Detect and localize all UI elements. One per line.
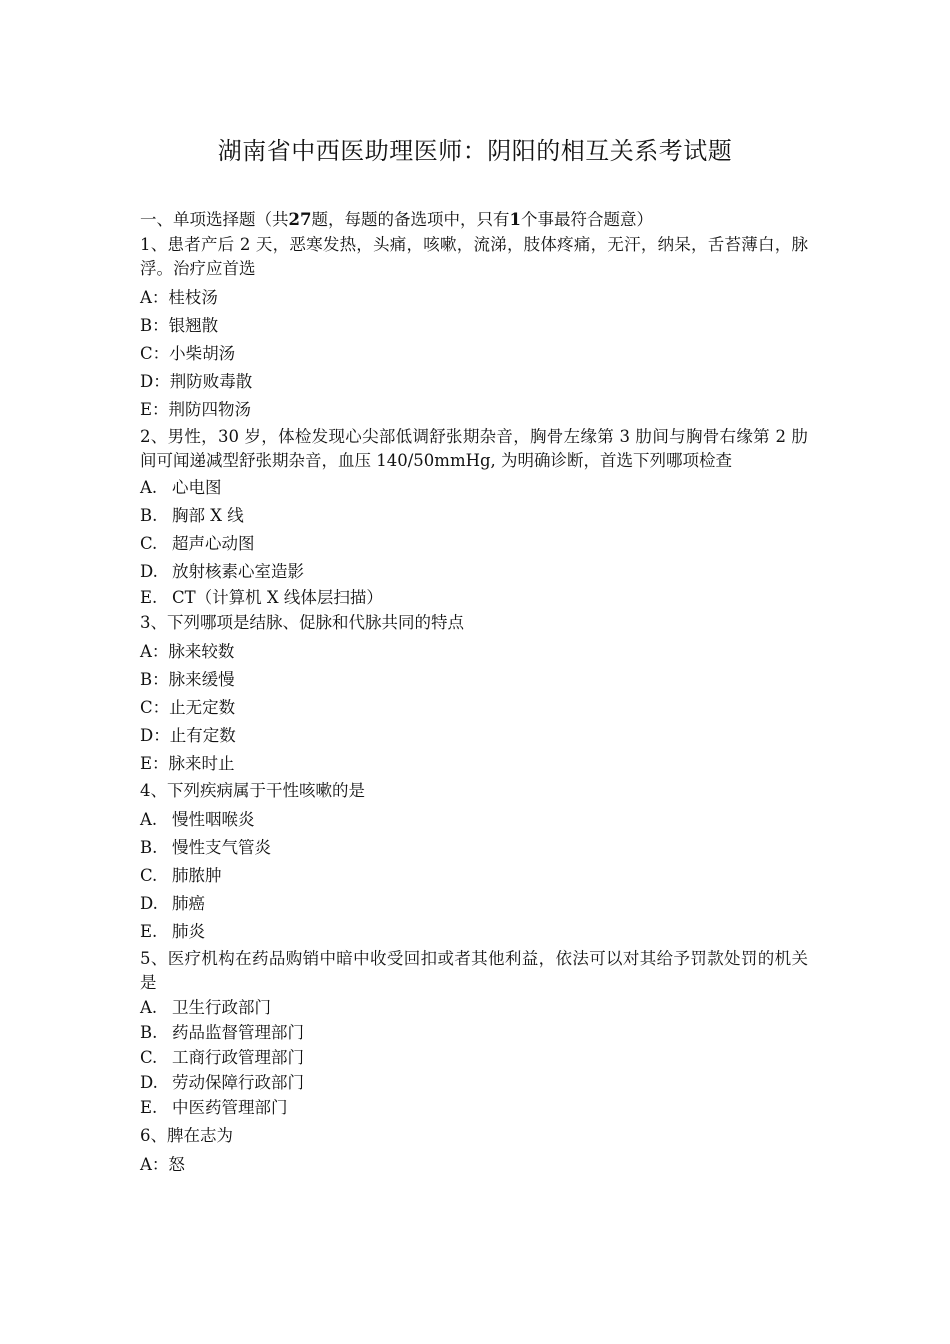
question-4: 4、下列疾病属于干性咳嗽的是 xyxy=(140,781,365,800)
option-3c: C：止无定数 xyxy=(140,698,236,717)
document-title: 湖南省中西医助理医师：阴阳的相互关系考试题 xyxy=(217,137,733,165)
question-count: 27 xyxy=(288,210,312,229)
question-3: 3、下列哪项是结脉、促脉和代脉共同的特点 xyxy=(140,613,464,632)
option-1e: E：荆防四物汤 xyxy=(140,400,252,419)
option-2d: D. 放射核素心室造影 xyxy=(140,562,304,581)
section-heading xyxy=(140,207,808,233)
section-heading-middle: 题，每题的备选项中，只有 xyxy=(311,210,510,229)
question-1: 1、患者产后 2 天，恶寒发热，头痛，咳嗽，流涕，肢体疼痛，无汗，纳呆，舌苔薄白，脉浮。治疗应首选 xyxy=(140,235,808,278)
document-body xyxy=(140,207,808,1178)
option-2c: C. 超声心动图 xyxy=(140,534,255,553)
option-6a: A：怒 xyxy=(140,1155,185,1174)
option-4c: C. 肺脓肿 xyxy=(140,866,222,885)
option-5d: D. 劳动保障行政部门 xyxy=(140,1073,304,1092)
option-4b: B. 慢性支气管炎 xyxy=(140,838,271,857)
section-heading-suffix: 个事最符合题意） xyxy=(520,210,653,229)
option-1d: D：荆防败毒散 xyxy=(140,372,253,391)
option-5c: C. 工商行政管理部门 xyxy=(140,1048,304,1067)
option-1a: A：桂枝汤 xyxy=(140,288,218,307)
option-1b: B：银翘散 xyxy=(140,316,219,335)
section-heading-prefix: 一、单项选择题（共 xyxy=(140,210,289,229)
option-2b: B. 胸部 X 线 xyxy=(140,506,244,525)
option-5e: E. 中医药管理部门 xyxy=(140,1098,288,1117)
option-4e: E. 肺炎 xyxy=(140,922,205,941)
option-4a: A. 慢性咽喉炎 xyxy=(140,810,255,829)
option-3e: E：脉来时止 xyxy=(140,754,235,773)
option-1c: C：小柴胡汤 xyxy=(140,344,236,363)
option-3a: A：脉来较数 xyxy=(140,642,235,661)
question-2: 2、男性，30 岁，体检发现心尖部低调舒张期杂音，胸骨左缘第 3 肋间与胸骨右缘第 2 肋间可闻递减型舒张期杂音，血压 140/50mmHg, 为明确诊断，首选下列哪项检查 xyxy=(140,427,808,470)
question-5: 5、医疗机构在药品购销中暗中收受回扣或者其他利益，依法可以对其给予罚款处罚的机关是 xyxy=(140,949,808,992)
answer-count: 1 xyxy=(509,210,521,229)
option-5a: A. 卫生行政部门 xyxy=(140,998,271,1017)
option-2e: E. CT（计算机 X 线体层扫描） xyxy=(140,588,383,607)
option-3b: B：脉来缓慢 xyxy=(140,670,235,689)
question-6: 6、脾在志为 xyxy=(140,1126,233,1145)
option-4d: D. 肺癌 xyxy=(140,894,205,913)
option-3d: D：止有定数 xyxy=(140,726,236,745)
option-5b: B. 药品监督管理部门 xyxy=(140,1023,304,1042)
option-2a: A. 心电图 xyxy=(140,478,222,497)
